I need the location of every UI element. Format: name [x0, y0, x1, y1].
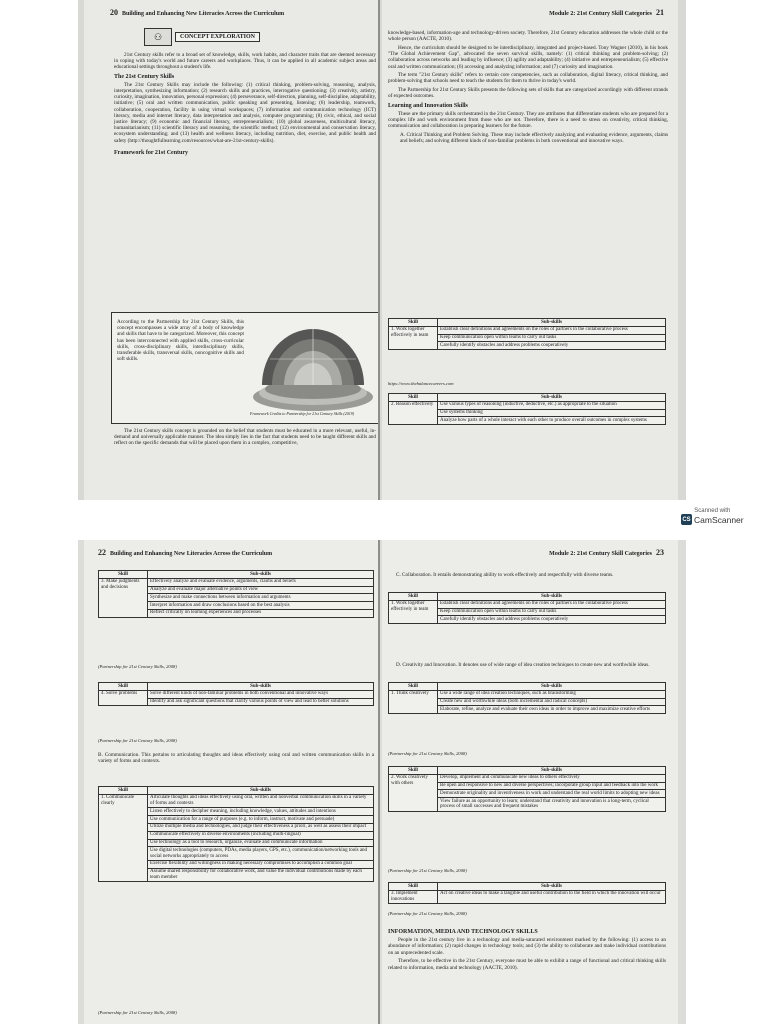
table-row: Exercise flexibility and willingness in making necessary compromises to accomplish a common goal [99, 860, 374, 868]
skills-table-solve-problems: Skill Sub-skills 4. Solve problems Solve different kinds of non-familiar problems in both conventional and innovative ways Identify and ask significant questions that clarify various points of view and lead to better solutions [98, 682, 374, 706]
table-row: Elaborate, refine, analyze and evaluate their own ideas in order to improve and maximize creative efforts [389, 706, 666, 714]
table-row: 1. Think creatively Use a wide range of idea creation techniques, such as brainstorming [389, 690, 666, 698]
table-row: Utilize multiple media and technologies, and judge their effectiveness a priori, as well as assess their impact [99, 823, 374, 831]
table-row: 1. Work together effectively in team Establish clear definitions and agreements on the roles of partners in the collaborative process [389, 326, 666, 334]
concept-exploration-banner: ⚇ CONCEPT EXPLORATION [144, 28, 260, 46]
framework-box: According to the Partnership for 21st Century Skills, this concept encompasses a wide array of a body of knowledge and skills that have to be categorized. Moreover, this concept has been interconnected with applied skills, cross-curricular skills, cross-disciplinary skills, interdisciplinary skills, transferable skills, transversal skills, noncognitive skills and soft skills. Framework Credits to Partnership for 21st Century Skills (2019) [111, 312, 380, 424]
table-row: Create new and worthwhile ideas (both incremental and radical concepts) [389, 698, 666, 706]
table-row: 2. Reason effectively Use various types of reasoning (inductive, deductive, etc.) as appropriate to the situation [389, 401, 666, 409]
table-row: 3. Make judgments and decisions Effectively analyze and evaluate evidence, arguments, claims and beliefs [99, 578, 374, 586]
camscanner-logo-icon: CS [681, 514, 692, 525]
page-21: Module 2: 21st Century Skill Categories 21 knowledge-based, information-age and technology-driven society. Therefore, 21st Century education addresses the whole child or the whole person (AACTE, 2010). Hence, the curriculum should be designed to be interdisciplinary, integrated and project-based. Tony Wagner (2010), in his book "The Global Achievement Gap", advocated the seven survival skills, namely: (1) critical thinking and problem-solving; (2) collaboration across networks and leading by influence; (3) agility and adaptability; (4) initiative and entrepreneurialism; (5) effective oral and written communication; (6) accessing and analyzing information; and (7) curiosity and imagination. The term "21st Century skills" refers to certain core competencies, such as collaboration, digital literacy, critical thinking, and problem-solving that schools need to teach the students for them to thrive in today's world. The Partnership for 21st Century Skills presents the following sets of skills that are categorized accordingly with different strands of expected outcomes. Learning and Innovation Skills These are the primary skills orchestrated in the 21st Century. They are attributes that differentiate students who are prepared for a complex life and work environment from those who are not. Therefore, there is a need to stress on creativity, critical thinking, communication and collaboration in preparing learners for the future. A. Critical Thinking and Problem Solving. These may include effectively analyzing and evaluating evidence, arguments, claims and beliefs; and solving different kinds of non-familiar problems in both conventional and innovative ways. Skill Sub-skills 1. Work together effectively in team Establish clear definitions and agreements on the roles of partners in the collaborative process Keep communication open within teams to carry out tasks Carefully identify obstacles and address problems cooperatively https://www.thebalancecareers.com Skill Sub-skills 2. Reason effectively Use various types of reasoning (inductive, deductive, etc.) as appropriate to the situation Use systems thinking Analyze how parts of a whole interact with each other to produce overall outcomes in complex systems [382, 0, 678, 500]
collaboration-intro: C. Collaboration. It entails demonstrating ability to work effectively and respectfully with diverse teams. [396, 572, 614, 578]
table-row: Listen effectively to decipher meaning, including knowledge, values, attitudes and intentions [99, 808, 374, 816]
table-row: Carefully identify obstacles and address problems cooperatively [389, 616, 666, 624]
running-head-left-2: 22 Building and Enhancing New Literacies Across the Curriculum [98, 548, 273, 557]
table-row: Communicate effectively in diverse environments (including multi-lingual) [99, 831, 374, 839]
framework-rainbow-diagram [250, 319, 376, 413]
table-row: Interpret information and draw conclusions based on the best analysis [99, 602, 374, 610]
table-row: Demonstrate originality and inventiveness in work and understand the real world limits to adopting new ideas [389, 790, 666, 798]
top-spread [78, 0, 686, 500]
table-row: Reflect critically on learning experiences and processes [99, 609, 374, 617]
skills-table-work-creatively: Skill Sub-skills 2. Work creatively with others Develop, implement and communicate new ideas to others effectively Be open and responsive to new and diverse perspectives; incorporate group input and feedback into the work Demonstrate originality and inventiveness in work and understand the real world limits to adopting new ideas View failure as an opportunity to learn; understand that creativity and innovation is a long-term, cyclical process of small successes and frequent mistakes [388, 766, 666, 812]
page-20 [84, 0, 380, 500]
book-gutter-2 [378, 540, 380, 1024]
skills-table-think-creatively: Skill Sub-skills 1. Think creatively Use a wide range of idea creation techniques, such as brainstorming Create new and worthwhile ideas (both incremental and radical concepts) Elaborate, refine, analyze and evaluate their own ideas in order to improve and maximize creative efforts [388, 682, 666, 714]
people-icon: ⚇ [144, 28, 172, 46]
table-row: Assume shared responsibility for collaborative work, and value the individual contributions made by each team member [99, 868, 374, 882]
table-row: Keep communication open within teams to carry out tasks [389, 608, 666, 616]
table-row: 2. Work creatively with others Develop, implement and communicate new ideas to others effectively [389, 774, 666, 782]
bottom-spread [78, 540, 686, 1024]
table-row: Use systems thinking [389, 409, 666, 417]
table-row: 1. Work together effectively in team Establish clear definitions and agreements on the roles of partners in the collaborative process [389, 600, 666, 608]
communication-intro: B. Communication. This pertains to articulating thoughts and ideas effectively using oral and written communication skills in a variety of forms and contexts. [98, 752, 374, 765]
table-row: Analyze how parts of a whole interact with each other to produce overall outcomes in complex systems [389, 417, 666, 425]
page-20-text: 21st Century skills refer to a broad set of knowledge, skills, work habits, and character traits that are deemed necessary in coping with today's world and future careers and workplaces. Thus, it can be applied in all academic subject areas and educational settings throughout a student's life. The 21st Century Skills The 21st Century Skills may include the following: (1) critical thinking, problem-solving, reasoning, analysis, interpretation, synthesizing information; (2) research skills and practices, interrogative questioning; (3) creativity, artistry, curiosity, imagination, innovation, personal expression; (4) perseverance, self-direction, planning, self-discipline, adaptability, initiative; (5) oral and written communication, public speaking and presenting, listening; (6) leadership, teamwork, collaboration, cooperation, facility in using virtual workspaces; (7) information and communication technology (ICT) literacy, media and internet literacy, data interpretation and analysis, computer programming; (8) civic, ethical, and social justice literacy; (9) economic and financial literacy, entrepreneurialism; (10) global awareness, multicultural literacy, humanitarianism; (11) scientific literacy and reasoning, the scientific method; (12) environmental and conservation literacy, ecosystem understanding; and (13) health and wellness literacy, including nutrition, diet, exercise, and public health and safety (http://thoughtfullearning.com/resources/what-are-21st-century-skills). Framework for 21st Century [114, 52, 376, 156]
book-gutter [378, 0, 380, 500]
running-head-right-2: Module 2: 21st Century Skill Categories 23 [549, 548, 664, 557]
table-row: Keep communication open within teams to carry out tasks [389, 334, 666, 342]
table-row: Identify and ask significant questions that clarify various points of view and lead to better solutions [99, 698, 374, 706]
skills-table-judgments: Skill Sub-skills 3. Make judgments and decisions Effectively analyze and evaluate evidence, arguments, claims and beliefs Analyze and evaluate major alternative points of view Synthesize and make connections between information and arguments Interpret information and draw conclusions based on the best analysis Reflect critically on learning experiences and processes [98, 570, 374, 618]
table-row: View failure as an opportunity to learn; understand that creativity and innovation is a long-term, cyclical process of small successes and frequent mistakes [389, 798, 666, 812]
camscanner-watermark: Scanned with CS CamScanner [682, 508, 744, 525]
table-row: Carefully identify obstacles and address problems cooperatively [389, 342, 666, 350]
table-row: Be open and responsive to new and diverse perspectives; incorporate group input and feedback into the work [389, 782, 666, 790]
page-23: Module 2: 21st Century Skill Categories 23 C. Collaboration. It entails demonstrating ability to work effectively and respectfully with diverse teams. Skill Sub-skills 1. Work together effectively in team Establish clear definitions and agreements on the roles of partners in the collaborative process Keep communication open within teams to carry out tasks Carefully identify obstacles and address problems cooperatively D. Creativity and Innovation. It denotes use of wide range of idea creation techniques to create new and worthwhile ideas. Skill Sub-skills 1. Think creatively Use a wide range of idea creation techniques, such as brainstorming Create new and worthwhile ideas (both incremental and radical concepts) Elaborate, refine, analyze and evaluate their own ideas in order to improve and maximize creative efforts (Partnership for 21st Century Skills, 2008) Skill Sub-skills 2. Work creatively with others Develop, implement and communicate new ideas to others effectively Be open and responsive to new and diverse perspectives; incorporate group input and feedback into the work Demonstrate originality and inventiveness in work and understand the real world limits to adopting new ideas View failure as an opportunity to learn; understand that creativity and innovation is a long-term, cyclical process of small successes and frequent mistakes (Partnership for 21st Century Skills, 2008) Skill Sub-skills 3. Implement innovations Act on creative ideas to make a tangible and useful contribution to the field in which the innovation will occur (Partnership for 21st Century Skills, 2008) INFORMATION, MEDIA AND TECHNOLOGY SKILLS People in the 21st century live in a technology and media-saturated environment marked by the following: (1) access to an abundance of information; (2) rapid changes in technology tools; and (3) the ability to collaborate and make individual contributions on an unprecedented scale. Therefore, to be effective in the 21st Century, everyone must be able to exhibit a range of functional and critical thinking skills related to information, media and technology (AACTE, 2010). [382, 540, 678, 1024]
skills-table-work-together: Skill Sub-skills 1. Work together effectively in team Establish clear definitions and agreements on the roles of partners in the collaborative process Keep communication open within teams to carry out tasks Carefully identify obstacles and address problems cooperatively [388, 318, 666, 350]
imt-section: INFORMATION, MEDIA AND TECHNOLOGY SKILLS People in the 21st century live in a technology and media-saturated environment marked by the following: (1) access to an abundance of information; (2) rapid changes in technology tools; and (3) the ability to collaborate and make individual contributions on an unprecedented scale. Therefore, to be effective in the 21st Century, everyone must be able to exhibit a range of functional and critical thinking skills related to information, media and technology (AACTE, 2010). [388, 929, 666, 971]
table-row: Use technology as a tool to research, organize, evaluate and communicate information [99, 839, 374, 847]
table-row: Use communication for a range of purposes (e.g. to inform, instruct, motivate and persuade) [99, 816, 374, 824]
page-21-text: knowledge-based, information-age and technology-driven society. Therefore, 21st Century education addresses the whole child or the whole person (AACTE, 2010). Hence, the curriculum should be designed to be interdisciplinary, integrated and project-based. Tony Wagner (2010), in his book "The Global Achievement Gap", advocated the seven survival skills, namely: (1) critical thinking and problem-solving; (2) collaboration across networks and leading by influence; (3) agility and adaptability; (4) initiative and entrepreneurialism; (5) effective oral and written communication; (6) accessing and analyzing information; and (7) curiosity and imagination. The term "21st Century skills" refers to certain core competencies, such as collaboration, digital literacy, critical thinking, and problem-solving that schools need to teach the students for them to thrive in today's world. The Partnership for 21st Century Skills presents the following sets of skills that are categorized accordingly with different strands of expected outcomes. Learning and Innovation Skills These are the primary skills orchestrated in the 21st Century. They are attributes that differentiate students who are prepared for a complex life and work environment from those who are not. Therefore, there is a need to stress on creativity, critical thinking, communication and collaboration in preparing learners for the future. A. Critical Thinking and Problem Solving. These may include effectively analyzing and evaluating evidence, arguments, claims and beliefs; and solving different kinds of non-familiar problems in both conventional and innovative ways. [388, 30, 668, 145]
skills-table-collaboration: Skill Sub-skills 1. Work together effectively in team Establish clear definitions and agreements on the roles of partners in the collaborative process Keep communication open within teams to carry out tasks Carefully identify obstacles and address problems cooperatively [388, 592, 666, 624]
table-row: 3. Implement innovations Act on creative ideas to make a tangible and useful contribution to the field in which the innovation will occur [389, 890, 666, 904]
table-row: Analyze and evaluate major alternative points of view [99, 586, 374, 594]
skills-table-implement: Skill Sub-skills 3. Implement innovations Act on creative ideas to make a tangible and useful contribution to the field in which the innovation will occur [388, 882, 666, 904]
table-row: 1. Communicate clearly Articulate thoughts and ideas effectively using oral, written and nonverbal communication skills in a variety of forms and contexts [99, 794, 374, 808]
running-head-left: 20 Building and Enhancing New Literacies Across the Curriculum [110, 8, 285, 17]
table-row: 4. Solve problems Solve different kinds of non-familiar problems in both conventional and innovative ways [99, 690, 374, 698]
table-row: Synthesize and make connections between information and arguments [99, 594, 374, 602]
table-row: Use digital technologies (computers, PDAs, media players, GPS, etc.), communication/networking tools and social networks appropriately to access [99, 847, 374, 861]
page-20-text-end: The 21st Century skills concept is grounded on the belief that students must be educated in a more relevant, useful, in-demand and universally applicable manner. The idea simply lies in the fact that students need to be taught different skills and reflect on the specific demands that will be placed upon them in a complex, competitive, [114, 428, 376, 447]
creativity-intro: D. Creativity and Innovation. It denotes use of wide range of idea creation techniques to create new and worthwhile ideas. [396, 662, 650, 668]
page-22: 22 Building and Enhancing New Literacies Across the Curriculum Skill Sub-skills 3. Make judgments and decisions Effectively analyze and evaluate evidence, arguments, claims and beliefs Analyze and evaluate major alternative points of view Synthesize and make connections between information and arguments Interpret information and draw conclusions based on the best analysis Reflect critically on learning experiences and processes (Partnership for 21st Century Skills, 2008) Skill Sub-skills 4. Solve problems Solve different kinds of non-familiar problems in both conventional and innovative ways Identify and ask significant questions that clarify various points of view and lead to better solutions (Partnership for 21st Century Skills, 2008) B. Communication. This pertains to articulating thoughts and ideas effectively using oral and written communication skills in a variety of forms and contexts. Skill Sub-skills 1. Communicate clearly Articulate thoughts and ideas effectively using oral, written and nonverbal communication skills in a variety of forms and contexts Listen effectively to decipher meaning, including knowledge, values, attitudes and intentions Use communication for a range of purposes (e.g. to inform, instruct, motivate and persuade) Utilize multiple media and technologies, and judge their effectiveness a priori, as well as assess their impact Communicate effectively in diverse environments (including multi-lingual) Use technology as a tool to research, organize, evaluate and communicate information Use digital technologies (computers, PDAs, media players, GPS, etc.), communication/networking tools and social networks appropriately to access Exercise flexibility and willingness in making necessary compromises to accomplish a common goal Assume shared responsibility for collaborative work, and value the individual contributions made by each team member (Partnership for 21st Century Skills, 2008) [84, 540, 380, 1024]
skills-table-communicate: Skill Sub-skills 1. Communicate clearly Articulate thoughts and ideas effectively using oral, written and nonverbal communication skills in a variety of forms and contexts Listen effectively to decipher meaning, including knowledge, values, attitudes and intentions Use communication for a range of purposes (e.g. to inform, instruct, motivate and persuade) Utilize multiple media and technologies, and judge their effectiveness a priori, as well as assess their impact Communicate effectively in diverse environments (including multi-lingual) Use technology as a tool to research, organize, evaluate and communicate information Use digital technologies (computers, PDAs, media players, GPS, etc.), communication/networking tools and social networks appropriately to access Exercise flexibility and willingness in making necessary compromises to accomplish a common goal Assume shared responsibility for collaborative work, and value the individual contributions made by each team member [98, 786, 374, 882]
running-head-right: Module 2: 21st Century Skill Categories 21 [549, 8, 664, 17]
skills-table-reason: Skill Sub-skills 2. Reason effectively Use various types of reasoning (inductive, deductive, etc.) as appropriate to the situation Use systems thinking Analyze how parts of a whole interact with each other to produce overall outcomes in complex systems [388, 393, 666, 425]
